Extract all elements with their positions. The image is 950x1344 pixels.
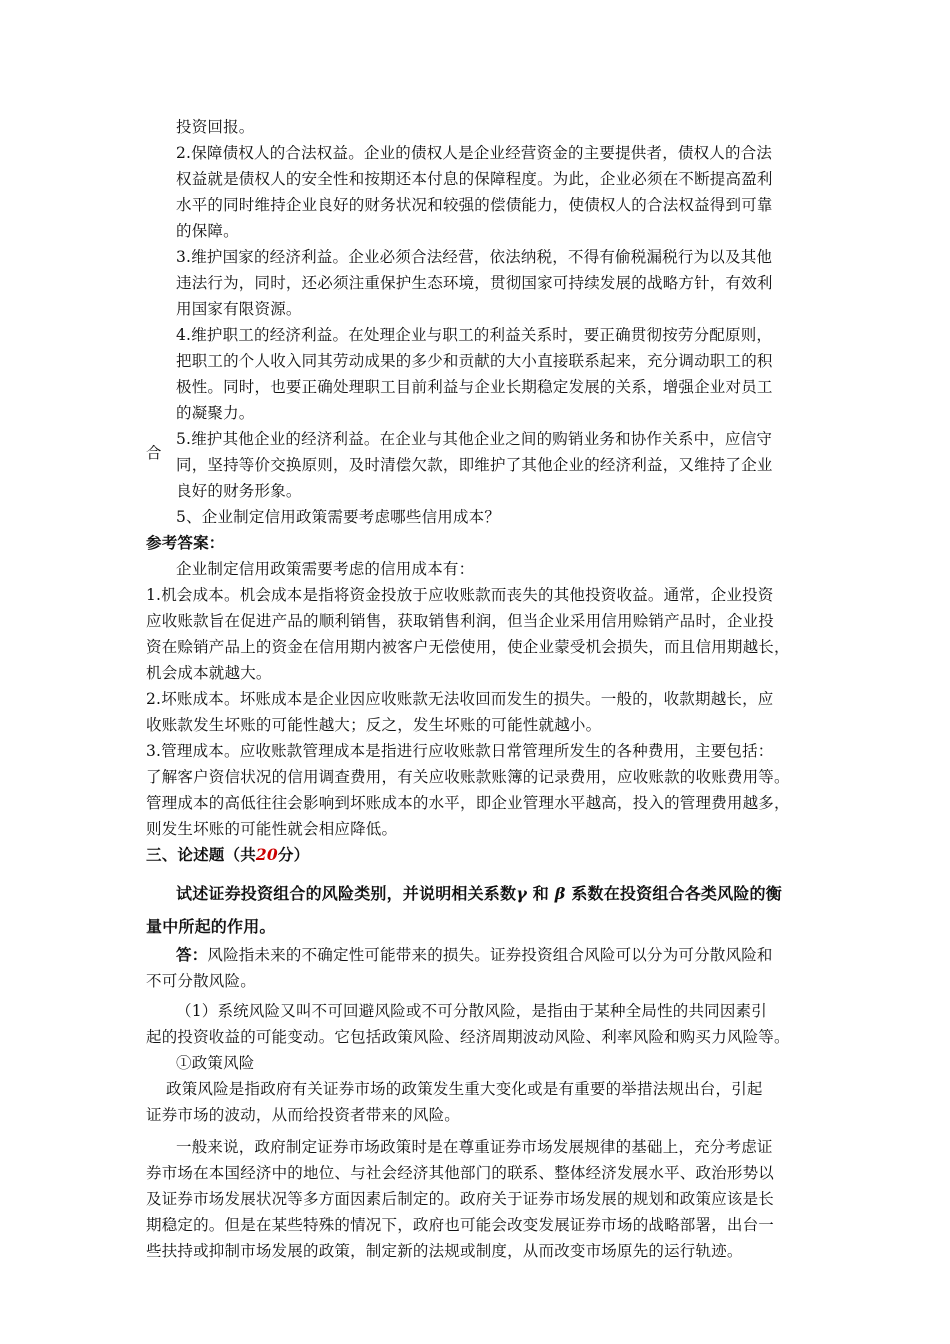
text-line: 违法行为，同时，还必须注重保护生态环境，贯彻国家可持续发展的战略方针，有效利 [176, 274, 773, 292]
text-line: 用国家有限资源。 [176, 300, 302, 318]
text-line: 投资回报。 [176, 118, 255, 136]
answer-first-line [176, 942, 773, 968]
text-line: 管理成本的高低往往会影响到坏账成本的水平，即企业管理水平越高，投入的管理费用越多， [146, 794, 790, 812]
text-line: 机会成本就越大。 [146, 664, 272, 682]
question-part2: 系数在投资组合各类风险的衡 [565, 884, 782, 903]
text-line: 些扶持或抑制市场发展的政策，制定新的法规或制度，从而改变市场原先的运行轨迹。 [146, 1242, 743, 1260]
question-part1: 试述证券投资组合的风险类别，并说明相关系数 [176, 884, 517, 903]
text-line: 了解客户资信状况的信用调查费用，有关应收账款账簿的记录费用，应收账款的收账费用等。 [146, 768, 790, 786]
essay-question-line2: 量中所起的作用。 [146, 917, 276, 936]
text-line: 3.管理成本。应收账款管理成本是指进行应收账款日常管理所发生的各种费用，主要包括： [146, 742, 774, 760]
answer-label: 答： [176, 945, 208, 964]
text-line: 3.维护国家的经济利益。企业必须合法经营，依法纳税，不得有偷税漏税行为以及其他 [176, 248, 773, 266]
text-line: 权益就是债权人的安全性和按期还本付息的保障程度。为此，企业必须在不断提高盈利 [176, 170, 773, 188]
and-text: 和 [526, 884, 555, 903]
text-line: 2.坏账成本。坏账成本是企业因应收账款无法收回而发生的损失。一般的，收款期越长，应 [146, 690, 774, 708]
answer-label: 参考答案： [146, 533, 225, 552]
text-line: 水平的同时维持企业良好的财务状况和较强的偿债能力，使债权人的合法权益得到可靠 [176, 196, 773, 214]
text-line: 期稳定的。但是在某些特殊的情况下，政府也可能会改变发展证券市场的战略部署，出台一 [146, 1216, 775, 1234]
text-line: ①政策风险 [176, 1054, 255, 1072]
text-line: 风险指未来的不确定性可能带来的损失。证券投资组合风险可以分为可分散风险和 [207, 946, 773, 964]
text-line: 的保障。 [176, 222, 239, 240]
beta-symbol: β [554, 884, 566, 903]
text-line: 起的投资收益的可能变动。它包括政策风险、经济周期波动风险、利率风险和购买力风险等。 [146, 1028, 790, 1046]
heading-suffix: 分） [277, 845, 310, 864]
text-line: 一般来说，政府制定证券市场政策时是在尊重证券市场发展规律的基础上，充分考虑证 [176, 1138, 773, 1156]
text-line: 的凝聚力。 [176, 404, 255, 422]
text-line: 5.维护其他企业的经济利益。在企业与其他企业之间的购销业务和协作关系中，应信守 [176, 430, 773, 448]
text-line: 2.保障债权人的合法权益。企业的债权人是企业经营资金的主要提供者，债权人的合法 [176, 144, 773, 162]
answer-intro: 企业制定信用政策需要考虑的信用成本有： [176, 560, 475, 578]
text-line: 及证券市场发展状况等多方面因素后制定的。政府关于证券市场发展的规划和政策应该是长 [146, 1190, 775, 1208]
gamma-symbol: γ [516, 884, 527, 903]
heading-prefix: 三、论述题（共 [146, 845, 256, 864]
text-line: 券市场在本国经济中的地位、与社会经济其他部门的联系、整体经济发展水平、政治形势以 [146, 1164, 775, 1182]
text-line: （1）系统风险又叫不可回避风险或不可分散风险，是指由于某种全局性的共同因素引 [176, 1002, 767, 1020]
text-line: 1.机会成本。机会成本是指将资金投放于应收账款而丧失的其他投资收益。通常，企业投资 [146, 586, 774, 604]
text-line: 把职工的个人收入同其劳动成果的多少和贡献的大小直接联系起来，充分调动职工的积 [176, 352, 773, 370]
text-line: 同，坚持等价交换原则，及时清偿欠款，即维护了其他企业的经济利益，又维持了企业 [176, 456, 773, 474]
text-line: 应收账款旨在促进产品的顺利销售，获取销售利润，但当企业采用信用赊销产品时，企业投 [146, 612, 775, 630]
text-line: 4.维护职工的经济利益。在处理企业与职工的利益关系时，要正确贯彻按劳分配原则， [176, 326, 773, 344]
text-line: 不可分散风险。 [146, 972, 256, 990]
text-line: 收账款发生坏账的可能性越大；反之，发生坏账的可能性就越小。 [146, 716, 602, 734]
essay-question [176, 878, 782, 910]
text-line: 资在赊销产品上的资金在信用期内被客户无偿使用，使企业蒙受机会损失，而且信用期越长， [146, 638, 790, 656]
question-5: 5、企业制定信用政策需要考虑哪些信用成本？ [176, 508, 501, 526]
text-line: 极性。同时，也要正确处理职工目前利益与企业长期稳定发展的关系，增强企业对员工 [176, 378, 773, 396]
text-line: 良好的财务形象。 [176, 482, 302, 500]
score-number: 20 [255, 845, 278, 864]
text-line: 政策风险是指政府有关证券市场的政策发生重大变化或是有重要的举措法规出台，引起 [166, 1080, 763, 1098]
text-line: 证券市场的波动，从而给投资者带来的风险。 [146, 1106, 461, 1124]
stray-char: 合 [146, 444, 162, 462]
text-line: 则发生坏账的可能性就会相应降低。 [146, 820, 398, 838]
section-3-heading [146, 842, 309, 868]
